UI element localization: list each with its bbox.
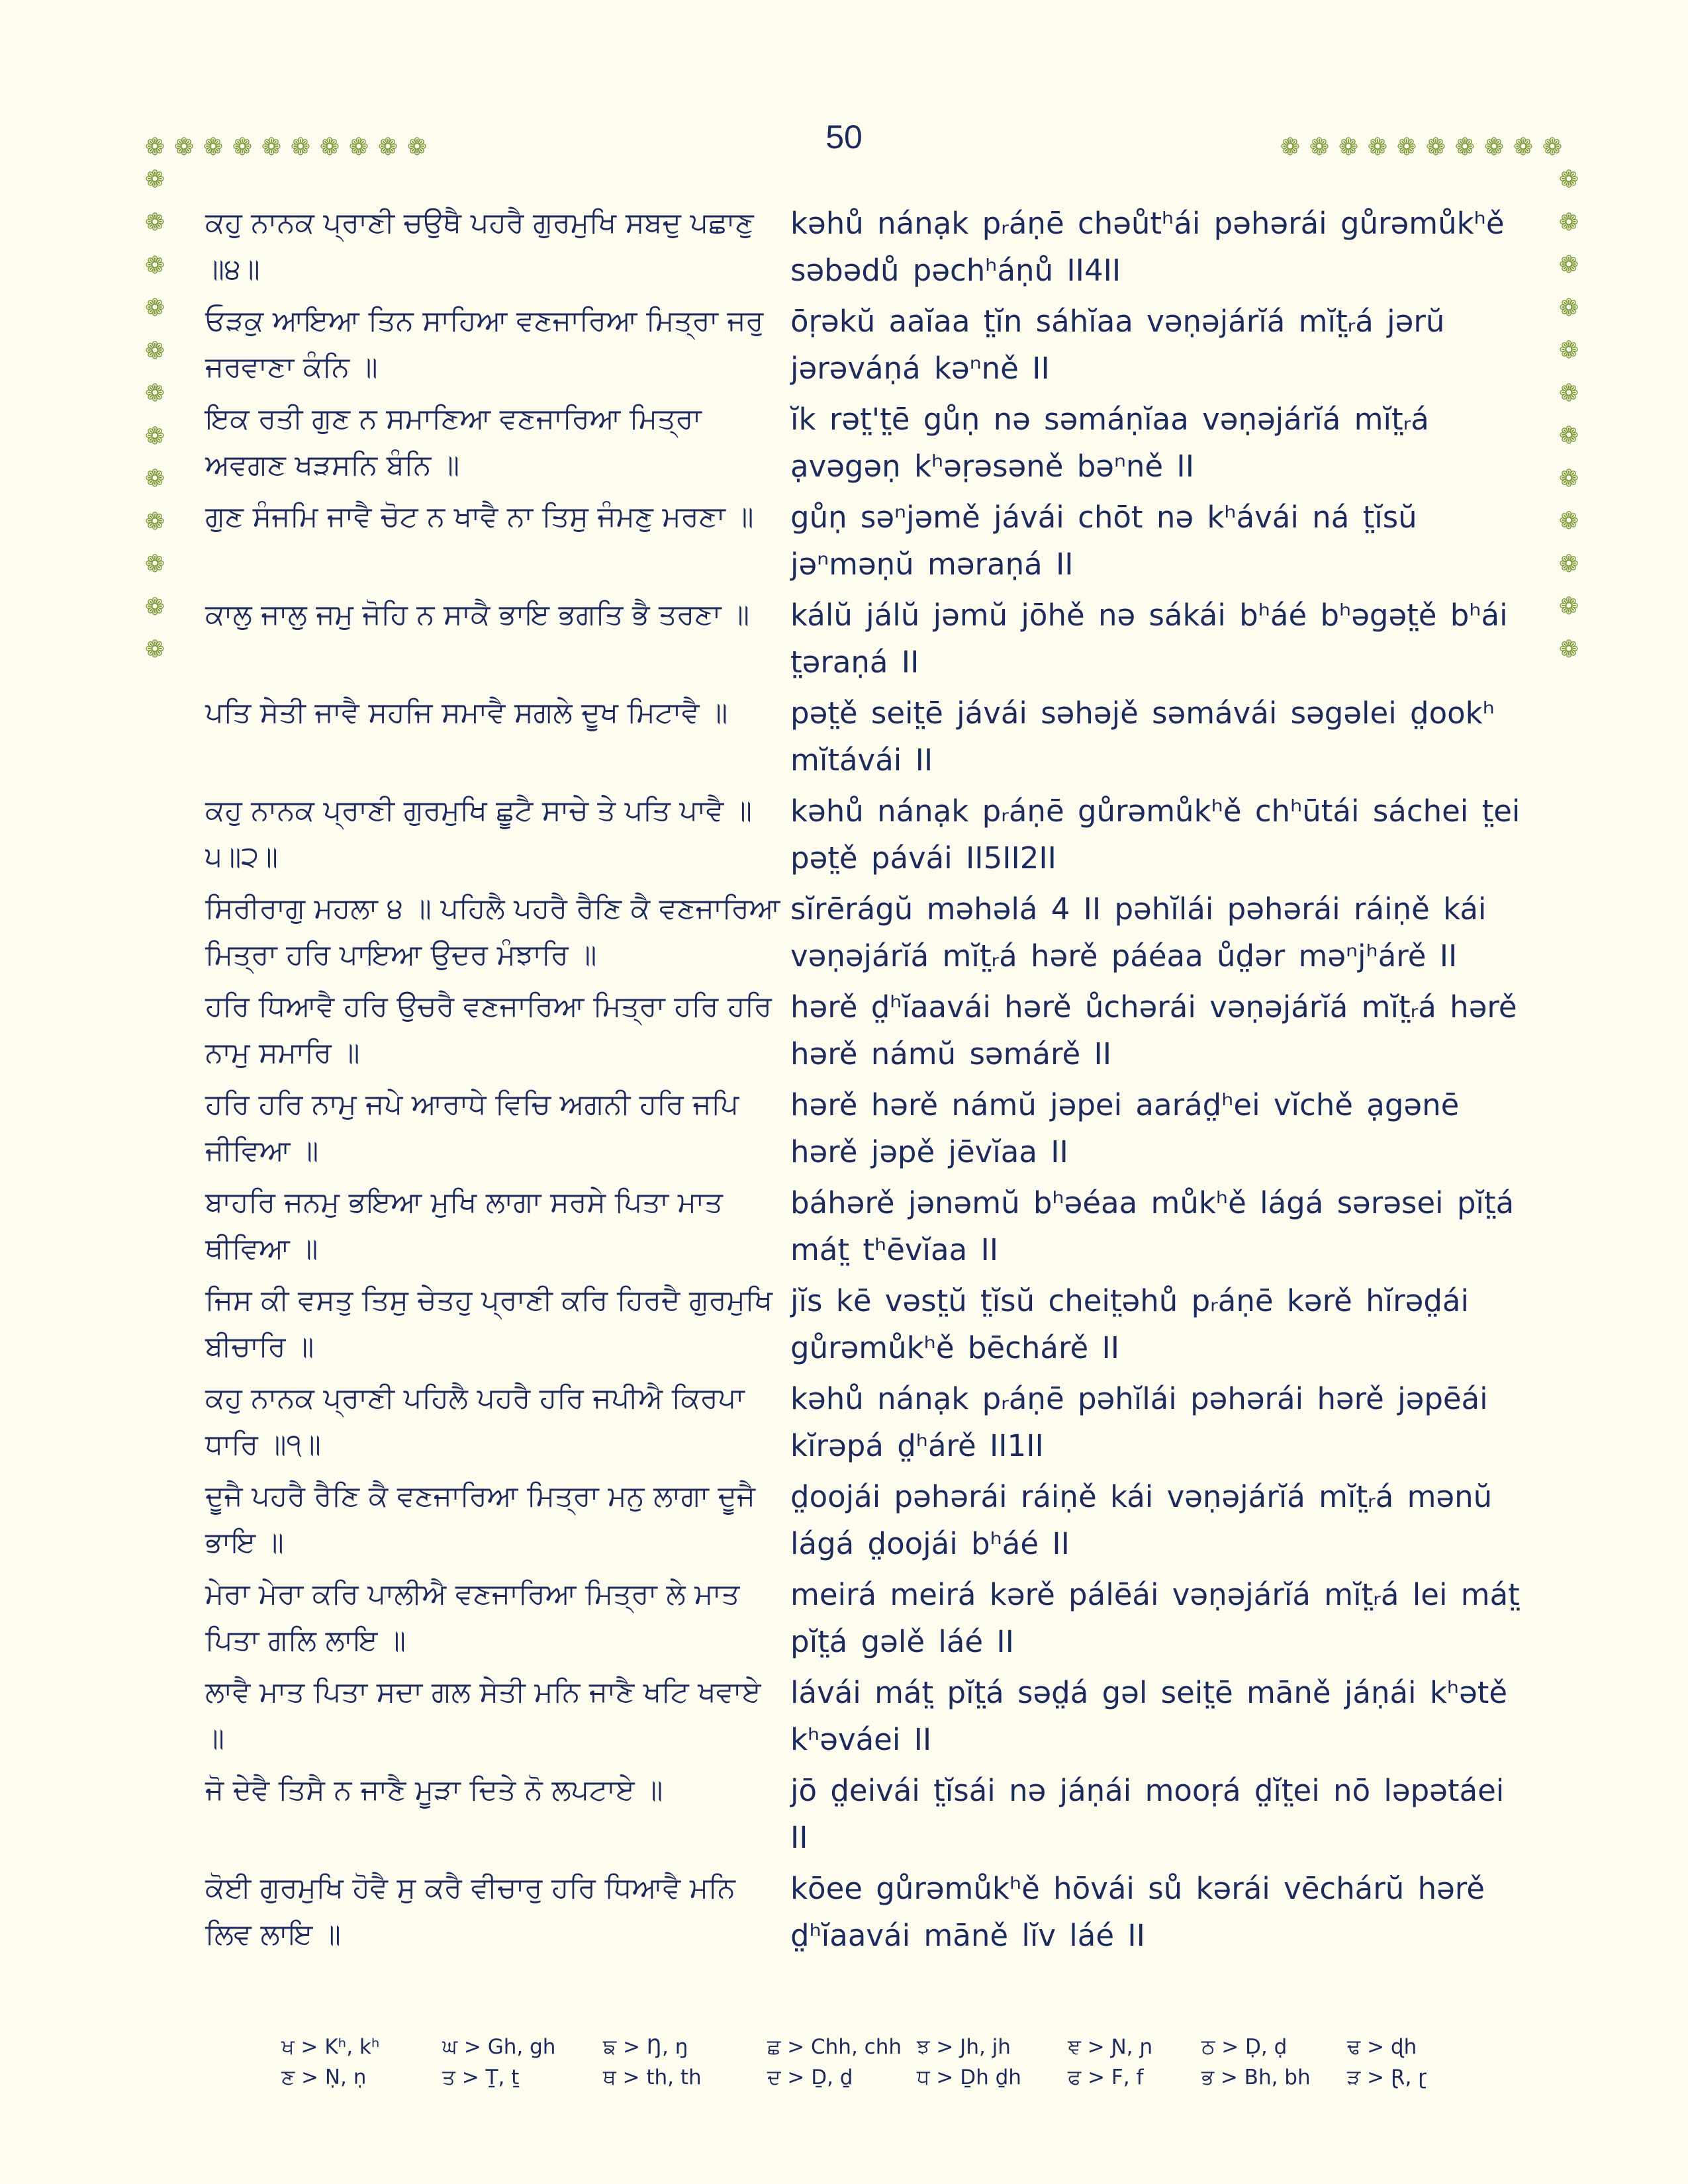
ornament-row-left	[140, 136, 432, 162]
key-entry: ਞ > Ɲ, ɲ	[1068, 2034, 1153, 2059]
transliteration-text: sĭrērágŭ məhəlá 4 II pəhĭlái pəhərái ráiṇě kái vəṇəjárĭá mĭt̤ᵣá hərě páéaa ůd̤ər məⁿjʰárě II	[790, 891, 1487, 974]
transliteration-text: ĭk rət̤'t̤ē gůṇ nə səmáṇĭaa vəṇəjárĭá mĭt̤ᵣá ạvəgəṇ kʰəṛəsəně bəⁿně II	[790, 402, 1429, 484]
verse-row	[205, 1081, 1526, 1175]
key-entry: ਝ > Jh, jh	[917, 2034, 1011, 2059]
transliteration-text: kəhů nánạk pᵣáṇē chəůtʰái pəhərái gůrəmůkʰě səbədů pəchʰáṇů II4II	[790, 206, 1505, 288]
verse-row	[205, 494, 1526, 588]
verse-row	[205, 1865, 1526, 1959]
key-entry: ਤ > Ṯ, ṯ	[442, 2065, 520, 2089]
gurmukhi-text: ਓੜਕੁ ਆਇਆ ਤਿਨ ਸਾਹਿਆ ਵਣਜਾਰਿਆ ਮਿਤ੍ਰਾ ਜਰੁ ਜਰਵਾਣਾ ਕੰਨਿ ॥	[205, 304, 764, 384]
flower-ornament-icon: ❁	[1513, 134, 1534, 161]
flower-ornament-icon: ❁	[173, 134, 195, 161]
flower-ornament-icon: ❁	[144, 380, 165, 407]
ornament-row-right	[1276, 136, 1567, 162]
key-entry: ੜ > Ɽ, ɽ	[1347, 2065, 1427, 2089]
key-entry: ਦ > Ḏ, ḏ	[767, 2065, 853, 2089]
key-entry: ਛ > Chh, chh	[767, 2034, 902, 2059]
flower-ornament-icon: ❁	[1558, 294, 1579, 322]
key-row	[281, 2032, 1453, 2062]
key-entry: ਫ > F, f	[1068, 2065, 1144, 2089]
verse-row	[205, 1277, 1526, 1371]
flower-ornament-icon: ❁	[144, 337, 165, 365]
key-entry: ਖ > Kʰ, kʰ	[281, 2034, 380, 2059]
gurmukhi-text: ਕਹੁ ਨਾਨਕ ਪ੍ਰਾਣੀ ਚਉਥੈ ਪਹਰੈ ਗੁਰਮੁਖਿ ਸਬਦੁ ਪਛਾਣੁ ॥੪॥	[205, 206, 754, 286]
flower-ornament-icon: ❁	[1558, 465, 1579, 492]
key-entry: ਣ > Ṇ, ṇ	[281, 2065, 367, 2089]
flower-ornament-icon: ❁	[1558, 550, 1579, 578]
transliteration-text: hərě hərě námŭ jəpei aarád̤ʰei vĭchě ạgənē hərě jəpě jēvĭaa II	[790, 1087, 1460, 1169]
flower-ornament-icon: ❁	[1558, 337, 1579, 364]
gurmukhi-text: ਗੁਣ ਸੰਜਮਿ ਜਾਵੈ ਚੋਟ ਨ ਖਾਵੈ ਨਾ ਤਿਸੁ ਜੰਮਣੁ ਮਰਣਾ ॥	[205, 500, 754, 533]
key-entry: ਭ > Bh, bh	[1201, 2065, 1311, 2089]
key-row	[281, 2062, 1453, 2093]
flower-ornament-icon: ❁	[144, 593, 165, 621]
flower-ornament-icon: ❁	[232, 134, 253, 161]
verse-row	[205, 1179, 1526, 1273]
flower-ornament-icon: ❁	[1542, 134, 1563, 161]
gurmukhi-text: ਬਾਹਰਿ ਜਨਮੁ ਭਇਆ ਮੁਖਿ ਲਾਗਾ ਸਰਸੇ ਪਿਤਾ ਮਾਤ ਥੀਵਿਆ ॥	[205, 1186, 723, 1265]
flower-ornament-icon: ❁	[144, 422, 165, 450]
flower-ornament-icon: ❁	[203, 134, 224, 161]
ornament-column-left	[142, 159, 168, 202]
verse-row	[205, 592, 1526, 686]
transliteration-text: lávái mát̤ pĭt̤á səd̤á gəl seit̤ē māně jáṇái kʰətě kʰəváei II	[790, 1675, 1508, 1757]
flower-ornament-icon: ❁	[144, 251, 165, 279]
flower-ornament-icon: ❁	[144, 636, 165, 663]
key-entry: ਠ > Ḍ, ḍ	[1201, 2034, 1288, 2059]
transliteration-text: kōee gůrəmůkʰě hōvái sů kərái vēchárŭ hərě d̤ʰĭaavái māně lĭv láé II	[790, 1871, 1485, 1953]
gurmukhi-text: ਜੋ ਦੇਵੈ ਤਿਸੈ ਨ ਜਾਣੈ ਮੂੜਾ ਦਿਤੇ ਨੋ ਲਪਟਾਏ ॥	[205, 1774, 663, 1807]
flower-ornament-icon: ❁	[1425, 134, 1446, 161]
flower-ornament-icon: ❁	[290, 134, 311, 161]
gurmukhi-text: ਸਿਰੀਰਾਗੁ ਮਹਲਾ ੪ ॥ ਪਹਿਲੈ ਪਹਰੈ ਰੈਣਿ ਕੈ ਵਣਜਾਰਿਆ ਮਿਤ੍ਰਾ ਹਰਿ ਪਾਇਆ ਉਦਰ ਮੰਝਾਰਿ ॥	[205, 892, 780, 972]
transliteration-key	[281, 2032, 1453, 2093]
key-entry: ਢ > ɖh	[1347, 2034, 1417, 2059]
flower-ornament-icon: ❁	[144, 508, 165, 535]
transliteration-text: jō d̤eivái t̤ĭsái nə jáṇái mooṛá d̤ĭt̤ei nō ləpətáei II	[790, 1773, 1505, 1855]
flower-ornament-icon: ❁	[1454, 134, 1476, 161]
transliteration-text: hərě d̤ʰĭaavái hərě ůchərái vəṇəjárĭá mĭt̤ᵣá hərě hərě námŭ səmárě II	[790, 989, 1517, 1071]
transliteration-text: kálŭ jálŭ jəmŭ jōhě nə sákái bʰáé bʰəgət̤ě bʰái t̤əraṇá II	[790, 598, 1508, 680]
verse-row	[205, 200, 1526, 294]
flower-ornament-icon: ❁	[377, 134, 399, 161]
flower-ornament-icon: ❁	[144, 209, 165, 236]
transliteration-text: jĭs kē vəst̤ŭ t̤ĭsŭ cheit̤əhů pᵣáṇē kərě hĭrəd̤ái gůrəmůkʰě bēchárě II	[790, 1283, 1469, 1365]
flower-ornament-icon: ❁	[1280, 134, 1301, 161]
verse-row	[205, 1669, 1526, 1763]
verse-row	[205, 1473, 1526, 1567]
verse-row	[205, 1767, 1526, 1861]
flower-ornament-icon: ❁	[319, 134, 340, 161]
key-entry: ਘ > Gh, gh	[442, 2034, 556, 2059]
key-entry: ਧ > Ḏh ḏh	[917, 2065, 1021, 2089]
gurmukhi-text: ਹਰਿ ਹਰਿ ਨਾਮੁ ਜਪੇ ਆਰਾਧੇ ਵਿਚਿ ਅਗਨੀ ਹਰਿ ਜਪਿ ਜੀਵਿਆ ॥	[205, 1088, 739, 1167]
flower-ornament-icon: ❁	[1483, 134, 1505, 161]
transliteration-text: ōṛəkŭ aaĭaa t̤ĭn sáhĭaa vəṇəjárĭá mĭt̤ᵣá jərŭ jərəváṇá kəⁿně II	[790, 304, 1445, 386]
flower-ornament-icon: ❁	[348, 134, 369, 161]
transliteration-text: kəhů nánạk pᵣáṇē pəhĭlái pəhərái hərě jəpēái kĭrəpá d̤ʰárě II1II	[790, 1381, 1488, 1463]
gurmukhi-text: ਕਹੁ ਨਾਨਕ ਪ੍ਰਾਣੀ ਗੁਰਮੁਖਿ ਛੂਟੈ ਸਾਚੇ ਤੇ ਪਤਿ ਪਾਵੈ ॥੫॥੨॥	[205, 794, 752, 874]
gurmukhi-text: ਹਰਿ ਧਿਆਵੈ ਹਰਿ ਉਚਰੈ ਵਣਜਾਰਿਆ ਮਿਤ੍ਰਾ ਹਰਿ ਹਰਿ ਨਾਮੁ ਸਮਾਰਿ ॥	[205, 990, 772, 1069]
ornament-column-right	[1556, 159, 1582, 671]
transliteration-text: kəhů nánạk pᵣáṇē gůrəmůkʰě chʰūtái sáchei t̤ei pət̤ě pávái II5II2II	[790, 794, 1521, 876]
gurmukhi-text: ਕਹੁ ਨਾਨਕ ਪ੍ਰਾਣੀ ਪਹਿਲੈ ਪਹਰੈ ਹਰਿ ਜਪੀਐ ਕਿਰਪਾ ਧਾਰਿ ॥੧॥	[205, 1382, 745, 1461]
gurmukhi-text: ਕੋਈ ਗੁਰਮੁਖਿ ਹੋਵੈ ਸੁ ਕਰੈ ਵੀਚਾਰੁ ਹਰਿ ਧਿਆਵੈ ਮਨਿ ਲਿਵ ਲਾਇ ॥	[205, 1872, 735, 1951]
flower-ornament-icon: ❁	[1558, 208, 1579, 236]
flower-ornament-icon: ❁	[1558, 422, 1579, 449]
verse-list	[205, 200, 1526, 1963]
flower-ornament-icon: ❁	[1558, 635, 1579, 663]
gurmukhi-text: ਪਤਿ ਸੇਤੀ ਜਾਵੈ ਸਹਜਿ ਸਮਾਵੈ ਸਗਲੇ ਦੂਖ ਮਿਟਾਵੈ ॥	[205, 696, 728, 729]
gurmukhi-text: ਜਿਸ ਕੀ ਵਸਤੁ ਤਿਸੁ ਚੇਤਹੁ ਪ੍ਰਾਣੀ ਕਰਿ ਹਿਰਦੈ ਗੁਰਮੁਖਿ ਬੀਚਾਰਿ ॥	[205, 1284, 773, 1363]
flower-ornament-icon: ❁	[144, 465, 165, 492]
verse-row	[205, 1375, 1526, 1469]
verse-row	[205, 1571, 1526, 1665]
gurmukhi-text: ਮੇਰਾ ਮੇਰਾ ਕਰਿ ਪਾਲੀਐ ਵਣਜਾਰਿਆ ਮਿਤ੍ਰਾ ਲੇ ਮਾਤ ਪਿਤਾ ਗਲਿ ਲਾਇ ॥	[205, 1578, 740, 1657]
verse-row	[205, 788, 1526, 882]
page-number: 50	[825, 118, 863, 156]
flower-ornament-icon: ❁	[1558, 508, 1579, 535]
verse-row	[205, 983, 1526, 1077]
flower-ornament-icon: ❁	[1367, 134, 1388, 161]
key-entry: ਥ > th, th	[603, 2065, 702, 2089]
flower-ornament-icon: ❁	[144, 295, 165, 322]
flower-ornament-icon: ❁	[1558, 593, 1579, 620]
transliteration-text: d̤oojái pəhərái ráiṇě kái vəṇəjárĭá mĭt̤ᵣá mənŭ lágá d̤oojái bʰáé II	[790, 1479, 1493, 1561]
gurmukhi-text: ਲਾਵੈ ਮਾਤ ਪਿਤਾ ਸਦਾ ਗਲ ਸੇਤੀ ਮਨਿ ਜਾਣੈ ਖਟਿ ਖਵਾਏ ॥	[205, 1676, 761, 1755]
flower-ornament-icon: ❁	[1558, 166, 1579, 193]
verse-row	[205, 298, 1526, 392]
transliteration-text: pət̤ě seit̤ē jávái səhəjě səmávái səgəlei d̤ookʰ mĭtávái II	[790, 696, 1495, 778]
flower-ornament-icon: ❁	[1558, 251, 1579, 279]
flower-ornament-icon: ❁	[144, 134, 165, 161]
verse-row	[205, 396, 1526, 490]
key-entry: ਙ > Ŋ, ŋ	[603, 2034, 688, 2059]
gurmukhi-text: ਇਕ ਰਤੀ ਗੁਣ ਨ ਸਮਾਣਿਆ ਵਣਜਾਰਿਆ ਮਿਤ੍ਰਾ ਅਵਗਣ ਖੜਸਨਿ ਬੰਨਿ ॥	[205, 402, 702, 482]
flower-ornament-icon: ❁	[1558, 379, 1579, 407]
flower-ornament-icon: ❁	[1309, 134, 1330, 161]
flower-ornament-icon: ❁	[1396, 134, 1417, 161]
gurmukhi-text: ਦੂਜੈ ਪਹਰੈ ਰੈਣਿ ਕੈ ਵਣਜਾਰਿਆ ਮਿਤ੍ਰਾ ਮਨੁ ਲਾਗਾ ਦੂਜੈ ਭਾਇ ॥	[205, 1480, 756, 1559]
flower-ornament-icon: ❁	[144, 166, 165, 193]
flower-ornament-icon: ❁	[406, 134, 428, 161]
flower-ornament-icon: ❁	[144, 551, 165, 578]
transliteration-text: gůṇ səⁿjəmě jávái chōt nə kʰávái ná t̤ĭsŭ jəⁿməṇŭ məraṇá II	[790, 500, 1417, 582]
verse-row	[205, 690, 1526, 784]
verse-row	[205, 886, 1526, 979]
transliteration-text: meirá meirá kərě pálēái vəṇəjárĭá mĭt̤ᵣá lei mát̤ pĭt̤á gəlě láé II	[790, 1577, 1520, 1659]
flower-ornament-icon: ❁	[261, 134, 282, 161]
ornament-column-left-inner	[142, 202, 168, 672]
gurmukhi-text: ਕਾਲੁ ਜਾਲੁ ਜਮੁ ਜੋਹਿ ਨ ਸਾਕੈ ਭਾਇ ਭਗਤਿ ਭੈ ਤਰਣਾ ॥	[205, 598, 750, 631]
flower-ornament-icon: ❁	[1338, 134, 1359, 161]
transliteration-text: báhərě jənəmŭ bʰəéaa můkʰě lágá sərəsei pĭt̤á mát̤ tʰēvĭaa II	[790, 1185, 1515, 1267]
